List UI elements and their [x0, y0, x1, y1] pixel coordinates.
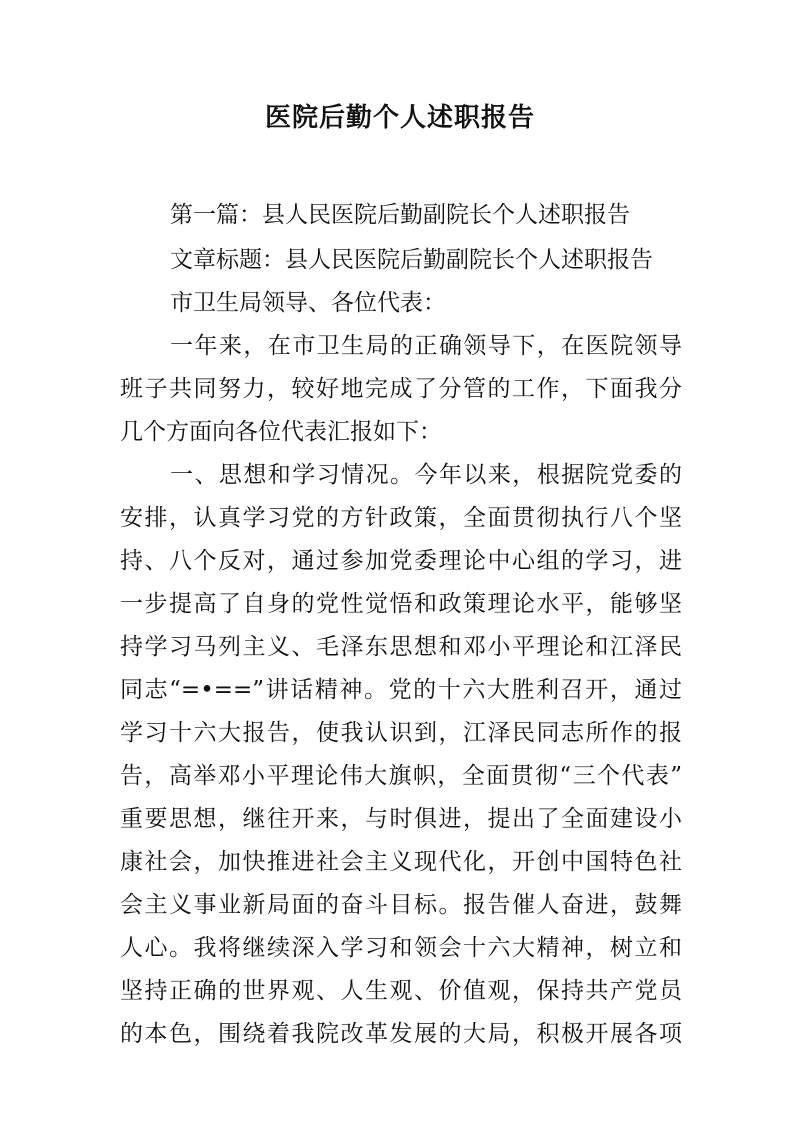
text-line: 重要思想，继往开来，与时俱进，提出了全面建设小	[120, 806, 682, 832]
document-title: 医院后勤个人述职报告	[264, 103, 535, 133]
text-line: 同志“=•==”讲话精神。党的十六大胜利召开，通过	[120, 677, 682, 703]
text-line: 市卫生局领导、各位代表：	[170, 290, 446, 316]
text-line: 班子共同努力，较好地完成了分管的工作，下面我分	[120, 376, 682, 402]
text-line: 持、八个反对，通过参加党委理论中心组的学习，进	[120, 548, 682, 574]
text-line: 人心。我将继续深入学习和领会十六大精神，树立和	[120, 935, 682, 961]
text-line: 会主义事业新局面的奋斗目标。报告催人奋进，鼓舞	[120, 892, 682, 918]
text-line: 告，高举邓小平理论伟大旗帜，全面贯彻“三个代表”	[120, 763, 682, 789]
text-line: 一、思想和学习情况。今年以来，根据院党委的	[170, 462, 682, 488]
text-line: 第一篇：县人民医院后勤副院长个人述职报告	[170, 202, 630, 228]
text-line: 持学习马列主义、毛泽东思想和邓小平理论和江泽民	[120, 634, 682, 660]
text-line: 坚持正确的世界观、人生观、价值观，保持共产党员	[120, 978, 682, 1004]
text-line: 康社会，加快推进社会主义现代化，开创中国特色社	[120, 849, 682, 875]
text-line: 学习十六大报告，使我认识到，江泽民同志所作的报	[120, 720, 682, 746]
text-line: 一年来，在市卫生局的正确领导下，在医院领导	[170, 333, 682, 359]
text-line: 的本色，围绕着我院改革发展的大局，积极开展各项	[120, 1021, 682, 1047]
text-line: 文章标题：县人民医院后勤副院长个人述职报告	[170, 247, 653, 273]
text-line: 安排，认真学习党的方针政策，全面贯彻执行八个坚	[120, 505, 682, 531]
text-line: 一步提高了自身的党性觉悟和政策理论水平，能够坚	[120, 591, 682, 617]
text-line: 几个方面向各位代表汇报如下：	[120, 419, 442, 445]
